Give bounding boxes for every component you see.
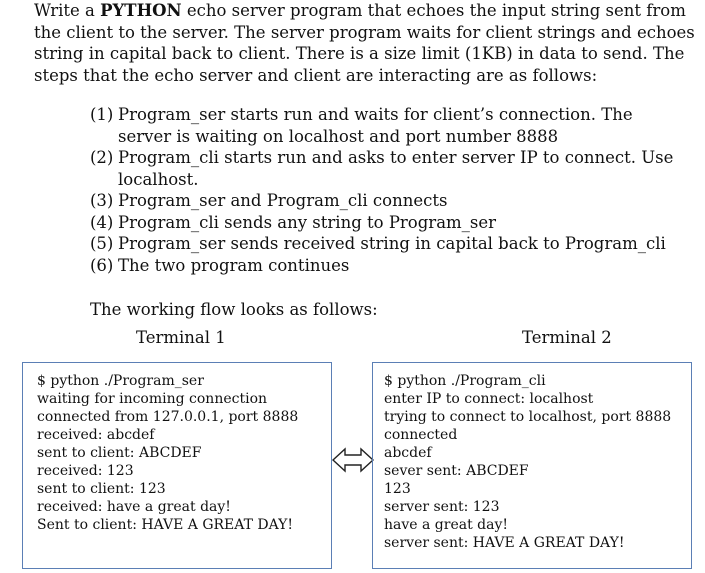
intro-rest: echo server program that echoes the input string sent from the client to the server. The server program waits for client strings and echoes string in capital back to client. There is a size limit (1KB) in data to send. The steps that the echo server and client are interacting are as follows:	[34, 1, 695, 85]
step-item	[90, 147, 690, 190]
step-number: (4)	[90, 212, 114, 232]
terminal-2-label: Terminal 2	[522, 328, 612, 347]
steps-list	[90, 104, 690, 276]
terminal-line: received: have a great day!	[37, 499, 231, 515]
terminal-1-label: Terminal 1	[136, 328, 226, 347]
terminal-line: $ python ./Program_ser	[37, 373, 204, 389]
step-number: (5)	[90, 234, 114, 253]
step-text: Program_cli starts run and asks to enter server IP to connect. Use localhost.	[118, 148, 674, 189]
terminal-1-box	[22, 362, 332, 569]
step-text: Program_cli sends any string to Program_ser	[118, 212, 497, 232]
terminal-line: trying to connect to localhost, port 8888	[384, 409, 672, 425]
step-text: Program_ser sends received string in capital back to Program_cli	[118, 234, 666, 253]
double-headed-arrow-icon	[331, 446, 375, 474]
terminal-line: sent to client: ABCDEF	[37, 445, 202, 461]
terminal-line: abcdef	[384, 445, 432, 461]
step-item	[90, 190, 690, 212]
step-item	[90, 233, 690, 255]
terminal-line: received: abcdef	[37, 427, 155, 443]
terminal-line: $ python ./Program_cli	[384, 373, 546, 389]
intro-paragraph	[34, 0, 699, 86]
terminal-line: server sent: 123	[384, 499, 500, 515]
terminal-line: server sent: HAVE A GREAT DAY!	[384, 535, 625, 551]
flow-label: The working flow looks as follows:	[90, 300, 378, 319]
terminal-line: connected from 127.0.0.1, port 8888	[37, 409, 299, 425]
step-item	[90, 104, 690, 147]
step-number: (2)	[90, 148, 114, 167]
step-number: (1)	[90, 105, 114, 124]
terminal-line: received: 123	[37, 463, 134, 479]
step-number: (6)	[90, 255, 114, 275]
terminal-line: Sent to client: HAVE A GREAT DAY!	[37, 517, 294, 533]
terminal-line: enter IP to connect: localhost	[384, 391, 594, 407]
terminal-line: waiting for incoming connection	[37, 391, 268, 407]
terminal-line: sent to client: 123	[37, 481, 166, 497]
intro-bold-python: PYTHON	[100, 1, 182, 20]
step-item	[90, 255, 690, 277]
terminal-2-box	[372, 362, 692, 569]
step-item	[90, 212, 690, 234]
step-number: (3)	[90, 191, 114, 210]
terminal-line: have a great day!	[384, 517, 509, 533]
terminal-line: 123	[384, 481, 411, 497]
terminal-line: sever sent: ABCDEF	[384, 463, 529, 479]
intro-prefix: Write a	[34, 1, 101, 20]
step-text: Program_ser and Program_cli connects	[118, 191, 448, 210]
terminal-line: connected	[384, 427, 458, 443]
step-text: The two program continues	[118, 255, 350, 275]
step-text: Program_ser starts run and waits for client’s connection. The server is waiting on localhost and port number 8888	[118, 105, 633, 146]
